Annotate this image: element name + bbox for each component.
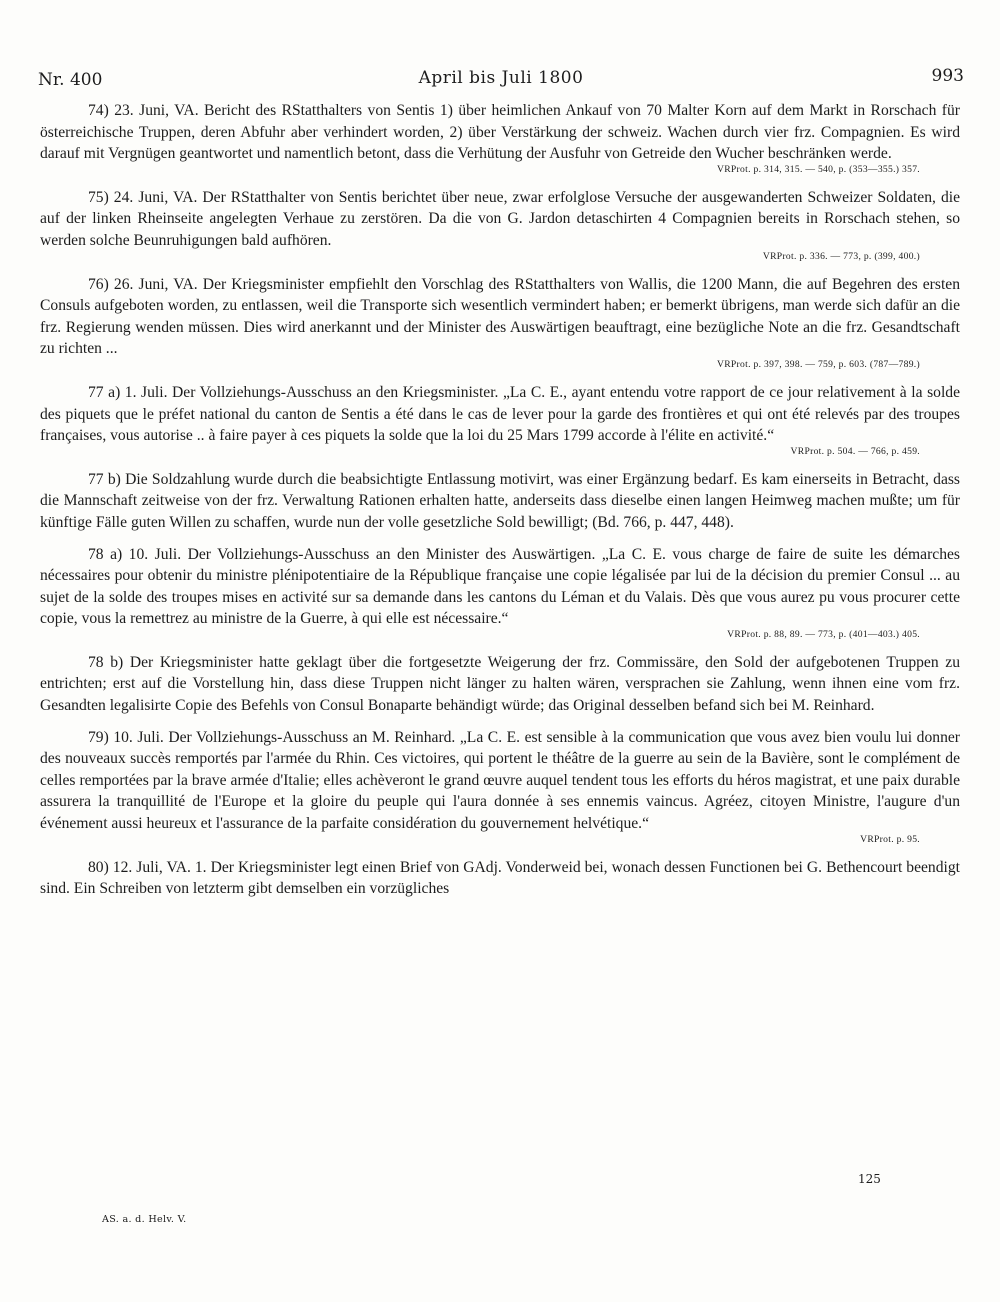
protocol-reference: VRProt. p. 88, 89. — 773, p. (401—403.) 405. (727, 628, 920, 640)
entry-text: 75) 24. Juni, VA. Der RStatthalter von Sentis berichtet über neue, zwar erfolglose Versuche der ausgewanderten Schweizer Soldaten, die auf der linken Rheinseite angelegten Verhaue zu zerstören. Da die von G. Jardon detaschirten 4 Compagnien bereits in Rorschach stehen, so werden solche Beunruhigungen bald aufhören. (40, 188, 960, 249)
protocol-reference: VRProt. p. 95. (860, 833, 920, 845)
entry-78b (40, 652, 960, 717)
entry-75 (40, 187, 960, 264)
entry-text: 79) 10. Juli. Der Vollziehungs-Ausschuss an M. Reinhard. „La C. E. est sensible à la communication que vous avez bien voulu lui donner des nouveaux succès remportés par l'armée du Rhin. Ces victoires, qui portent le théâtre de la guerre au sein de la Bavière, sont le complément de celles remportées par la brave armée d'Italie; elles achèveront le grand œuvre auquel tendent tous les efforts du héros magistrat, et une paix durable assurera la tranquillité de l'Europe et la gloire du peuple qui l'aura donnée à ses ennemis vaincus. Agréez, citoyen Ministre, l'augure d'un événement aussi heureux et l'assurance de la parfaite considération du gouvernement helvétique.“ (40, 728, 960, 833)
entry-79 (40, 727, 960, 847)
entry-text: 77 a) 1. Juli. Der Vollziehungs-Ausschuss an den Kriegsminister. „La C. E., ayant entendu votre rapport de ce jour relativement à la solde des piquets que le préfet national du canton de Sentis a été dans le cas de lever pour la garde des frontières et qui ont été relevés par des troupes françaises, vous autorise .. à faire payer à ces piquets la solde que la loi du 25 Mars 1799 accorde à l'élite en activité.“ (40, 383, 960, 445)
entry-76 (40, 274, 960, 372)
page-footer (0, 1170, 1000, 1230)
series-title: AS. a. d. Helv. V. (102, 1214, 187, 1225)
entry-80 (40, 857, 960, 900)
entry-text: 80) 12. Juli, VA. 1. Der Kriegsminister legt einen Brief von GAdj. Vonderweid bei, wonach dessen Functionen bei G. Bethencourt beendigt sind. Ein Schreiben von letzterm gibt demselben ein vorzügliches (40, 858, 960, 898)
entry-74 (40, 100, 960, 177)
protocol-reference: VRProt. p. 314, 315. — 540, p. (353—355.) 357. (716, 163, 920, 175)
entry-77b (40, 469, 960, 534)
signature-mark: 125 (858, 1172, 881, 1186)
entry-text: 77 b) Die Soldzahlung wurde durch die beabsichtigte Entlassung motivirt, was einer Ergänzung bedarf. Es kam einerseits in Betracht, dass die Mannschaft zeitweise von der frz. Verwaltung Rationen erhalten hatte, anderseits dass dieselbe einen langen Heimweg machen mußte; um für künftige Fälle guten Willen zu schaffen, wurde nun der volle gesetzliche Sold bewilligt; (Bd. 766, p. 447, 448). (40, 470, 960, 531)
document-number: Nr. 400 (38, 70, 103, 90)
page-number: 993 (931, 66, 964, 86)
entry-78a (40, 544, 960, 642)
entry-text: 76) 26. Juni, VA. Der Kriegsminister empfiehlt den Vorschlag des RStatthalters von Wallis, die 1200 Mann, die auf Begehren des ersten Consuls aufgeboten worden, zu entlassen, weil die Transporte sich wesentlich vermindert haben; er bemerkt übrigens, man werde sich dafür an die frz. Regierung wenden müssen. Dies wird anerkannt und der Minister des Auswärtigen beauftragt, eine bezügliche Note an die frz. Gesandtschaft zu richten ... (40, 275, 960, 358)
protocol-reference: VRProt. p. 504. — 766, p. 459. (790, 445, 920, 457)
entry-text: 78 b) Der Kriegsminister hatte geklagt über die fortgesetzte Weigerung der frz. Commissäre, den Sold der aufgebotenen Truppen zu entrichten; erst auf die Vorstellung hin, dass diese Truppen nicht länger zu halten wären, versprachen sie Zahlung, wenn ihnen eine vom frz. Gesandten legalisirte Copie des Befehls von Consul Bonaparte behändigt würde; das Original desselben befand sich bei M. Reinhard. (40, 653, 960, 715)
entry-text: 74) 23. Juni, VA. Bericht des RStatthalters von Sentis 1) über heimlichen Ankauf von 70 Malter Korn auf dem Markt in Rorschach für österreichische Truppen, deren Abfuhr aber verhindert worden, 2) über Verstärkung der schweiz. Wachen durch vier frz. Compagnien. Es wird darauf mit Vergnügen geantwortet und namentlich betont, dass die Verhütung der Ausfuhr von Getreide den Wucher beschränken werde. (40, 102, 960, 163)
entry-77a (40, 382, 960, 459)
document-body (40, 100, 960, 910)
page-header (38, 66, 964, 96)
protocol-reference: VRProt. p. 397, 398. — 759, p. 603. (787—789.) (716, 358, 920, 370)
running-title: April bis Juli 1800 (418, 68, 584, 88)
entry-text: 78 a) 10. Juli. Der Vollziehungs-Ausschuss an den Minister des Auswärtigen. „La C. E. vous charge de faire de suite les démarches nécessaires pour obtenir du ministre plénipotentiaire de la République française une copie légalisée par lui de la décision du premier Consul ... au sujet de la solde des troupes mises en activité sur sa demande dans les cantons du Léman et du Valais. Dès que vous aurez pu vous procurer cette copie, vous la remettrez au ministre de la Guerre, à qui elle est nécessaire.“ (40, 545, 960, 628)
protocol-reference: VRProt. p. 336. — 773, p. (399, 400.) (762, 250, 920, 262)
